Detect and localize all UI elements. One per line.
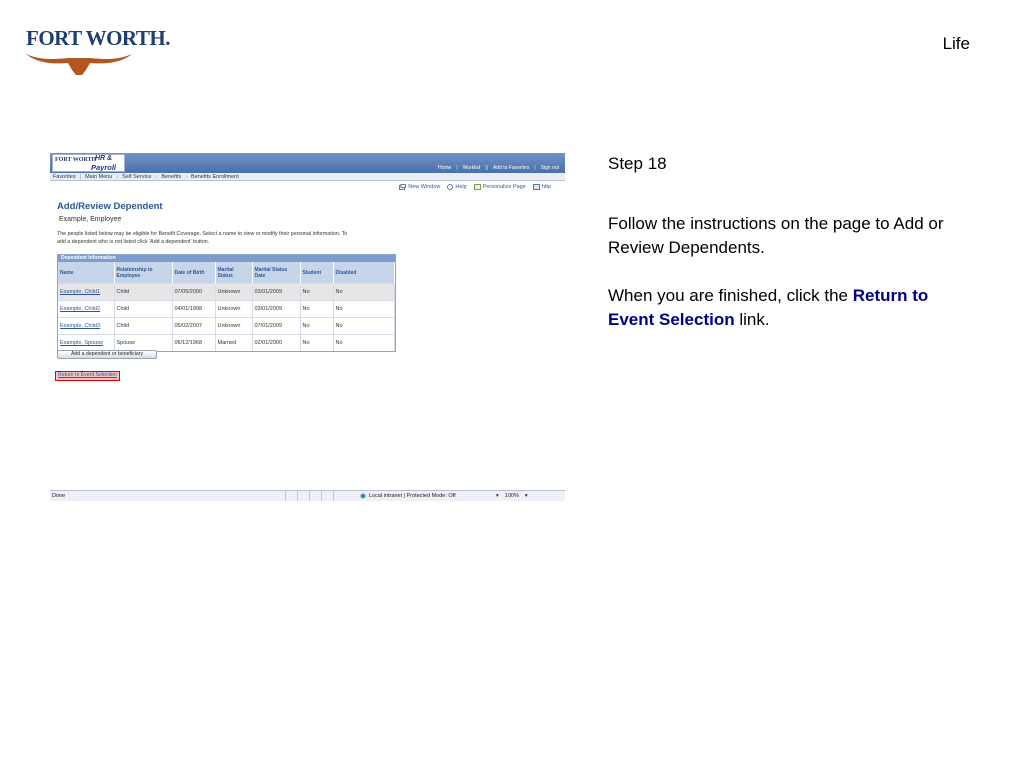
new-window-icon: [399, 184, 406, 190]
menu-benefits-enrollment[interactable]: Benefits Enrollment: [191, 173, 239, 180]
status-pane: [285, 491, 297, 501]
menu-self-service[interactable]: Self Service: [122, 173, 152, 180]
status-pane: [333, 491, 345, 501]
table-cell: No: [300, 284, 333, 301]
menu-separator: ›: [155, 173, 158, 180]
menu-main-menu[interactable]: Main Menu: [85, 173, 113, 180]
status-done: Done: [52, 493, 66, 499]
instruction-pre: When you are finished, click the: [608, 286, 853, 305]
table-cell: No: [333, 335, 395, 352]
app-screenshot: [50, 153, 565, 501]
table-row: [58, 301, 395, 318]
instruction-post: link.: [734, 310, 770, 329]
table-cell: No: [300, 301, 333, 318]
table-cell: Unknown: [215, 301, 252, 318]
column-header: Name: [58, 262, 114, 284]
help-icon: [447, 184, 453, 190]
table-cell: 03/01/2009: [252, 301, 300, 318]
table-cell: No: [333, 318, 395, 335]
dependent-name-link[interactable]: Example, Child3: [58, 318, 114, 335]
header-link-sign-out[interactable]: Sign out: [540, 165, 559, 171]
menu-separator: |: [79, 173, 82, 180]
grid-caption: Dependent Information: [58, 255, 395, 262]
dependent-name-link[interactable]: Example, Child2: [58, 301, 114, 318]
header-separator: |: [456, 165, 458, 171]
brand-payroll: Payroll: [91, 163, 117, 172]
personalize-label: Personalize Page: [482, 184, 526, 190]
table-cell: No: [333, 301, 395, 318]
employee-name: Example, Employee: [59, 216, 122, 223]
status-panes: [285, 491, 345, 501]
globe-icon: [360, 493, 366, 499]
add-dependent-button[interactable]: Add a dependent or beneficiary: [57, 350, 157, 359]
menu-benefits[interactable]: Benefits: [161, 173, 182, 180]
column-header: Disabled: [333, 262, 395, 284]
status-pane: [309, 491, 321, 501]
help-label: Help: [455, 184, 467, 190]
table-cell: Child: [114, 301, 172, 318]
menu-separator: ›: [116, 173, 119, 180]
table-cell: 06/12/1968: [172, 335, 215, 352]
table-cell: 07/05/2000: [172, 284, 215, 301]
return-to-event-selection-link[interactable]: Return to Event Selection: [55, 371, 120, 381]
brand-fort-worth: FORT WORTH: [55, 157, 97, 163]
personalize-icon: [474, 184, 481, 190]
table-cell: No: [300, 335, 333, 352]
table-row: [58, 284, 395, 301]
page-instructions: The people listed below may be eligible for Benefit Coverage. Select a name to view or modify their personal information. To add a dependent who is not listed click 'Add a dependent' button.: [57, 231, 348, 245]
dependent-name-link[interactable]: Example, Spouse: [58, 335, 114, 352]
instruction-text-finish: [608, 284, 978, 332]
table-row: [58, 318, 395, 335]
breadcrumb-menu: [50, 173, 565, 181]
page-title: Add/Review Dependent: [57, 201, 163, 212]
table-cell: Spouse: [114, 335, 172, 352]
table-cell: Unknown: [215, 318, 252, 335]
table-cell: Unknown: [215, 284, 252, 301]
table-cell: Married: [215, 335, 252, 352]
fort-worth-logo: [24, 22, 170, 78]
header-link-home[interactable]: Home: [437, 165, 452, 171]
zoom-level: 100%: [504, 493, 519, 499]
table-cell: 04/01/1998: [172, 301, 215, 318]
header-separator: ||: [485, 165, 488, 171]
page-toolbar: [399, 184, 551, 190]
brand-hr: HR &: [95, 155, 113, 162]
table-cell: 02/01/2000: [252, 335, 300, 352]
table-cell: 05/02/2007: [172, 318, 215, 335]
header-links: [438, 165, 559, 171]
status-pane: [321, 491, 333, 501]
table-cell: Child: [114, 284, 172, 301]
dependent-table: [58, 262, 395, 351]
longhorn-icon: [24, 48, 134, 76]
dependent-name-link[interactable]: Example, Child1: [58, 284, 114, 301]
help-link[interactable]: [447, 184, 466, 190]
zoom-dropdown-icon: ▾: [496, 493, 499, 499]
personalize-page-link[interactable]: [474, 184, 526, 190]
slide-topic: Life: [942, 34, 970, 53]
http-label: http: [541, 184, 551, 190]
http-icon: [533, 184, 540, 190]
column-header: Relationship to Employee: [114, 262, 172, 284]
menu-favorites[interactable]: Favorites: [53, 173, 76, 180]
security-zone[interactable]: [360, 493, 456, 499]
column-header: Marital Status Date: [252, 262, 300, 284]
new-window-link[interactable]: [399, 184, 440, 190]
header-separator: |: [534, 165, 536, 171]
instruction-text: Follow the instructions on the page to Add or Review Dependents.: [608, 214, 944, 257]
table-header-row: [58, 262, 395, 284]
logo-text: FORT WORTH.: [26, 26, 170, 50]
table-cell: 07/01/2009: [252, 318, 300, 335]
dependent-information-grid: [57, 254, 396, 352]
new-window-label: New Window: [408, 184, 441, 190]
table-cell: No: [333, 284, 395, 301]
instruction-highlight-link: Return to Event Selection: [608, 286, 929, 329]
security-zone-label: Local intranet | Protected Mode: Off: [369, 493, 456, 499]
app-brand-logo: [52, 154, 125, 172]
column-header: Date of Birth: [172, 262, 215, 284]
column-header: Marital Status: [215, 262, 252, 284]
header-link-worklist[interactable]: Worklist: [462, 165, 481, 171]
table-row: [58, 335, 395, 352]
table-cell: No: [300, 318, 333, 335]
header-link-add-to-favorites[interactable]: Add to Favorites: [492, 165, 530, 171]
chevron-down-icon: ▾: [524, 493, 528, 499]
zoom-control[interactable]: [496, 493, 528, 499]
step-number: Step 18: [608, 154, 667, 173]
table-cell: 03/01/2009: [252, 284, 300, 301]
column-header: Student: [300, 262, 333, 284]
table-cell: Child: [114, 318, 172, 335]
app-header: [50, 153, 565, 173]
browser-status-bar: [50, 490, 565, 501]
instruction-panel: [608, 212, 978, 356]
menu-separator: ›: [185, 173, 188, 180]
status-pane: [297, 491, 309, 501]
http-link[interactable]: [533, 184, 551, 190]
